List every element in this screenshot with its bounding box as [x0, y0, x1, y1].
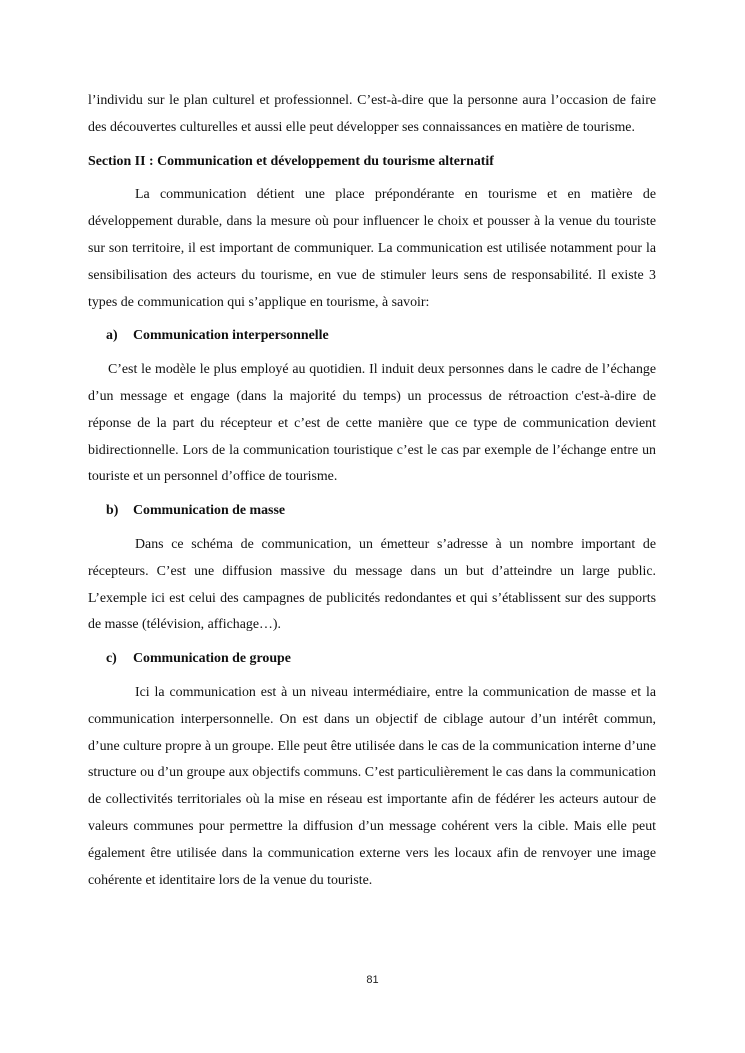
subsection-heading-interpersonnelle: [88, 323, 656, 350]
subsection-body-groupe: Ici la communication est à un niveau intermédiaire, entre la communication de masse et la communication interpersonnelle. On est dans un objectif de ciblage autour d’un intérêt commun, d’une culture propre à un groupe. Elle peut être utilisée dans le cas de la communication interne d’une structure ou d’un groupe aux objectifs communs. C’est particulièrement le cas dans la communication de collectivités territoriales où la mise en réseau est importante afin de fédérer les acteurs autour de valeurs communes pour permettre la diffusion d’un message cohérent vers la cible. Mais elle peut également être utilisée dans la communication externe vers les locaux afin de renvoyer une image cohérente et identitaire lors de la venue du touriste.: [88, 684, 656, 888]
list-marker: b): [106, 503, 119, 519]
page-content: [88, 88, 656, 894]
subsection-heading-masse: [88, 498, 656, 525]
continuation-paragraph: l’individu sur le plan culturel et professionnel. C’est-à-dire que la personne aura l’occasion de faire des découvertes culturelles et aussi elle peut développer ses connaissances en matière de tourisme.: [88, 93, 656, 135]
subsection-title: Communication interpersonnelle: [133, 328, 329, 344]
subsection-heading-groupe: [88, 646, 656, 673]
list-marker: a): [106, 328, 118, 344]
subsection-body-masse: Dans ce schéma de communication, un émetteur s’adresse à un nombre important de récepteurs. C’est une diffusion massive du message dans un but d’atteindre un large public. L’exemple ici est celui des campagnes de publicités redondantes et qui s’établissent sur des supports de masse (télévision, affichage…).: [88, 536, 656, 633]
section-intro-paragraph: La communication détient une place prépondérante en tourisme et en matière de développement durable, dans la mesure où pour influencer le choix et pousser à la venue du touriste sur son territoire, il est important de communiquer. La communication est utilisée notamment pour la sensibilisation des acteurs du tourisme, en vue de stimuler leurs sens de responsabilité. Il existe 3 types de communication qui s’applique en tourisme, à savoir:: [88, 187, 656, 310]
subsection-title: Communication de masse: [133, 503, 286, 519]
subsection-body-interpersonnelle: C’est le modèle le plus employé au quotidien. Il induit deux personnes dans le cadre de l’échange d’un message et engage (dans la majorité du temps) un processus de rétroaction c'est-à-dire de réponse de la part du récepteur et c’est de cette manière que ce type de communication devient bidirectionnelle. Lors de la communication touristique c’est le cas par exemple de l’échange entre un touriste et un personnel d’office de tourisme.: [88, 362, 656, 485]
section-title: Section II : Communication et développement du tourisme alternatif: [88, 153, 494, 169]
subsection-title: Communication de groupe: [133, 651, 291, 667]
page-number: 81: [366, 974, 379, 986]
list-marker: c): [106, 651, 117, 667]
